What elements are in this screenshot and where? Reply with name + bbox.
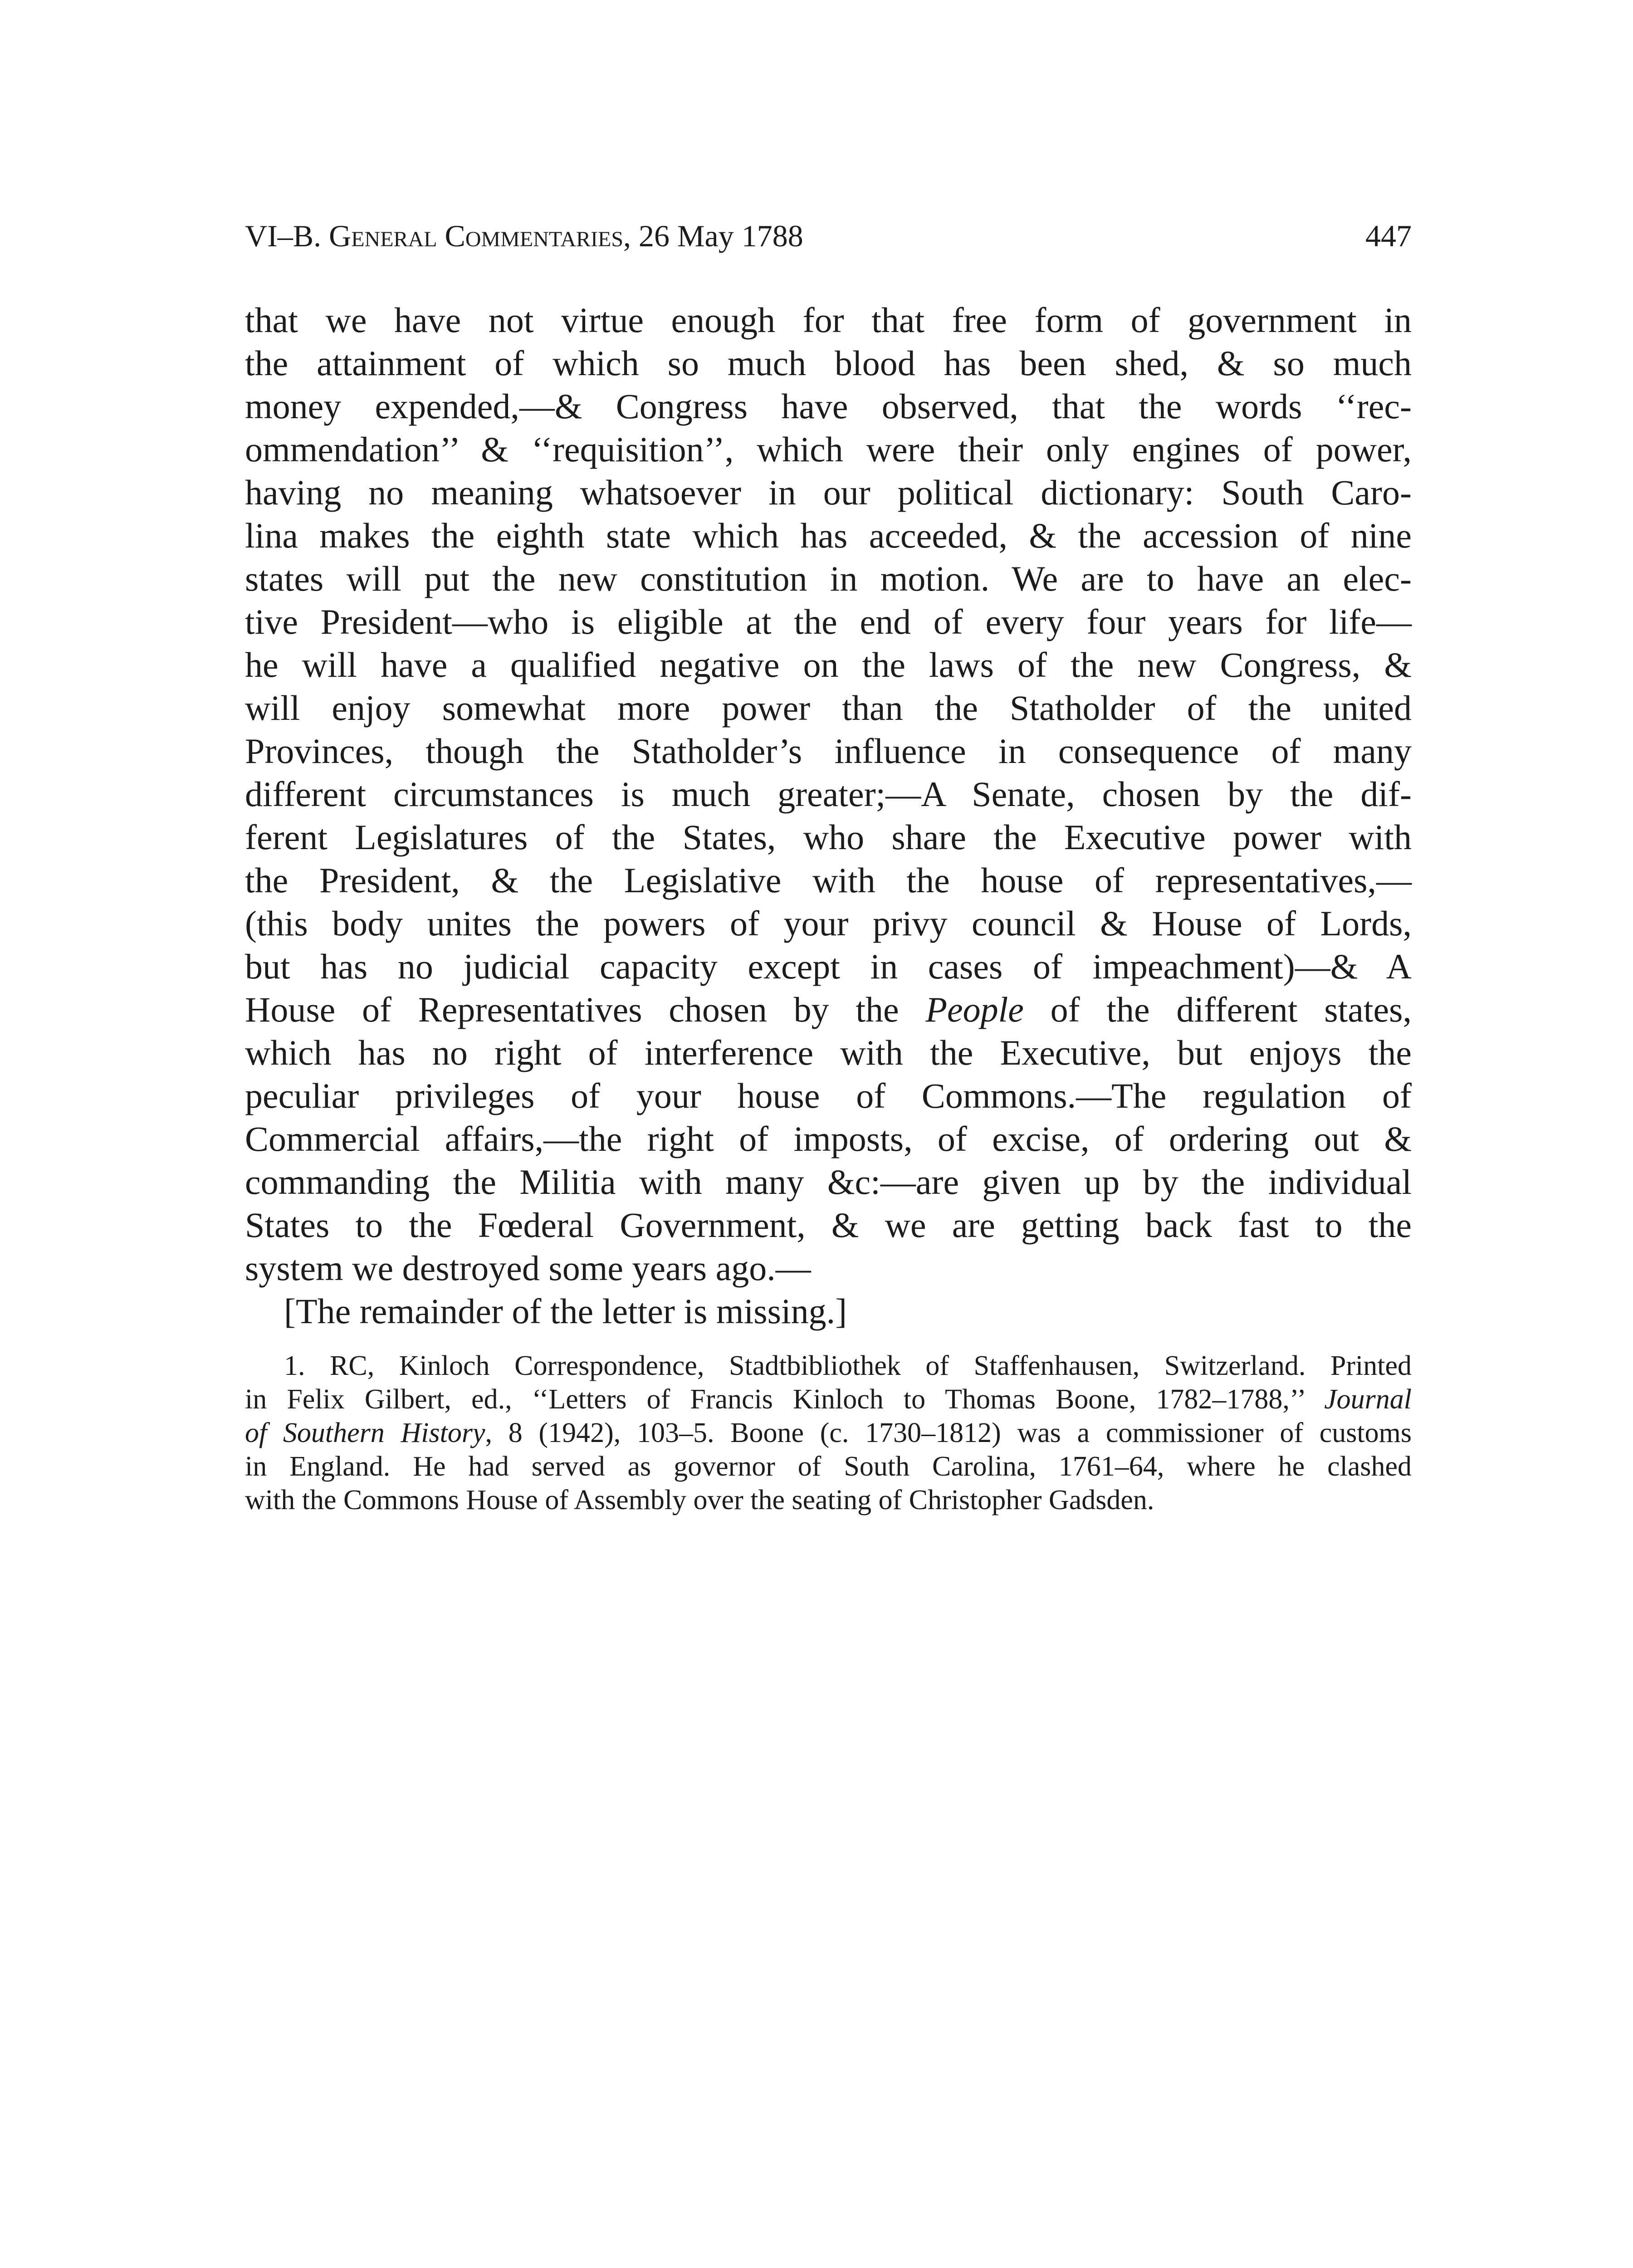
body-line: system we destroyed some years ago.— [245,1248,811,1288]
footnote-line: in England. He had served as governor of South Carolina, 1761–64, where he clashed [245,1451,1412,1482]
body-line: peculiar privileges of your house of Commons.—The regulation of [245,1076,1412,1115]
editorial-note: [The remainder of the letter is missing.] [284,1291,847,1331]
footnote-line: 1. RC, Kinloch Correspondence, Stadtbibliothek of Staffenhausen, Switzerland. Printed [284,1350,1412,1381]
body-line: money expended,—& Congress have observed, that the words ‘‘rec- [245,386,1412,426]
letter-body [245,298,1412,1333]
running-head-smallcaps: General Commentaries [329,219,624,253]
body-line: commanding the Militia with many &c:—are given up by the individual [245,1162,1412,1202]
body-line: (this body unites the powers of your privy council & House of Lords, [245,904,1412,943]
body-line: different circumstances is much greater;—A Senate, chosen by the dif- [245,774,1412,814]
body-line: House of Representatives chosen by the People of the different states, [245,990,1412,1029]
body-line: Provinces, though the Statholder’s influence in consequence of many [245,731,1412,771]
body-line: ferent Legislatures of the States, who share the Executive power with [245,817,1412,857]
body-line: States to the Fœderal Government, & we are getting back fast to the [245,1205,1412,1245]
body-line: he will have a qualified negative on the laws of the new Congress, & [245,645,1412,684]
body-line: ommendation’’ & ‘‘requisition’’, which were their only engines of power, [245,430,1412,469]
body-line: which has no right of interference with the Executive, but enjoys the [245,1033,1412,1072]
running-head [245,218,1412,254]
body-line: will enjoy somewhat more power than the Statholder of the united [245,688,1412,728]
document-page [245,218,1412,1517]
body-line: tive President—who is eligible at the end of every four years for life— [245,602,1412,641]
body-line: the President, & the Legislative with the house of representatives,— [245,860,1412,900]
body-line: Commercial affairs,—the right of imposts, of excise, of ordering out & [245,1119,1412,1158]
footnote-line: of Southern History, 8 (1942), 103–5. Boone (c. 1730–1812) was a commissioner of customs [245,1418,1412,1448]
footnote-line: in Felix Gilbert, ed., ‘‘Letters of Francis Kinloch to Thomas Boone, 1782–1788,’’ Journal [245,1384,1412,1415]
body-line: the attainment of which so much blood has been shed, & so much [245,343,1412,383]
body-line: states will put the new constitution in motion. We are to have an elec- [245,559,1412,598]
body-line: lina makes the eighth state which has acceeded, & the accession of nine [245,516,1412,555]
footnote [245,1349,1412,1517]
italic-journal: Journal [1324,1384,1412,1415]
body-line: but has no judicial capacity except in cases of impeachment)—& A [245,947,1412,986]
running-head-title: VI–B. General Commentaries, 26 May 1788 [245,219,803,253]
italic-journal-title: of Southern History [245,1418,485,1448]
italic-people: People [925,990,1024,1029]
body-line: that we have not virtue enough for that free form of government in [245,300,1412,340]
body-line: having no meaning whatsoever in our political dictionary: South Caro- [245,473,1412,512]
page-number: 447 [1365,219,1412,253]
footnote-line: with the Commons House of Assembly over the seating of Christopher Gadsden. [245,1485,1154,1515]
